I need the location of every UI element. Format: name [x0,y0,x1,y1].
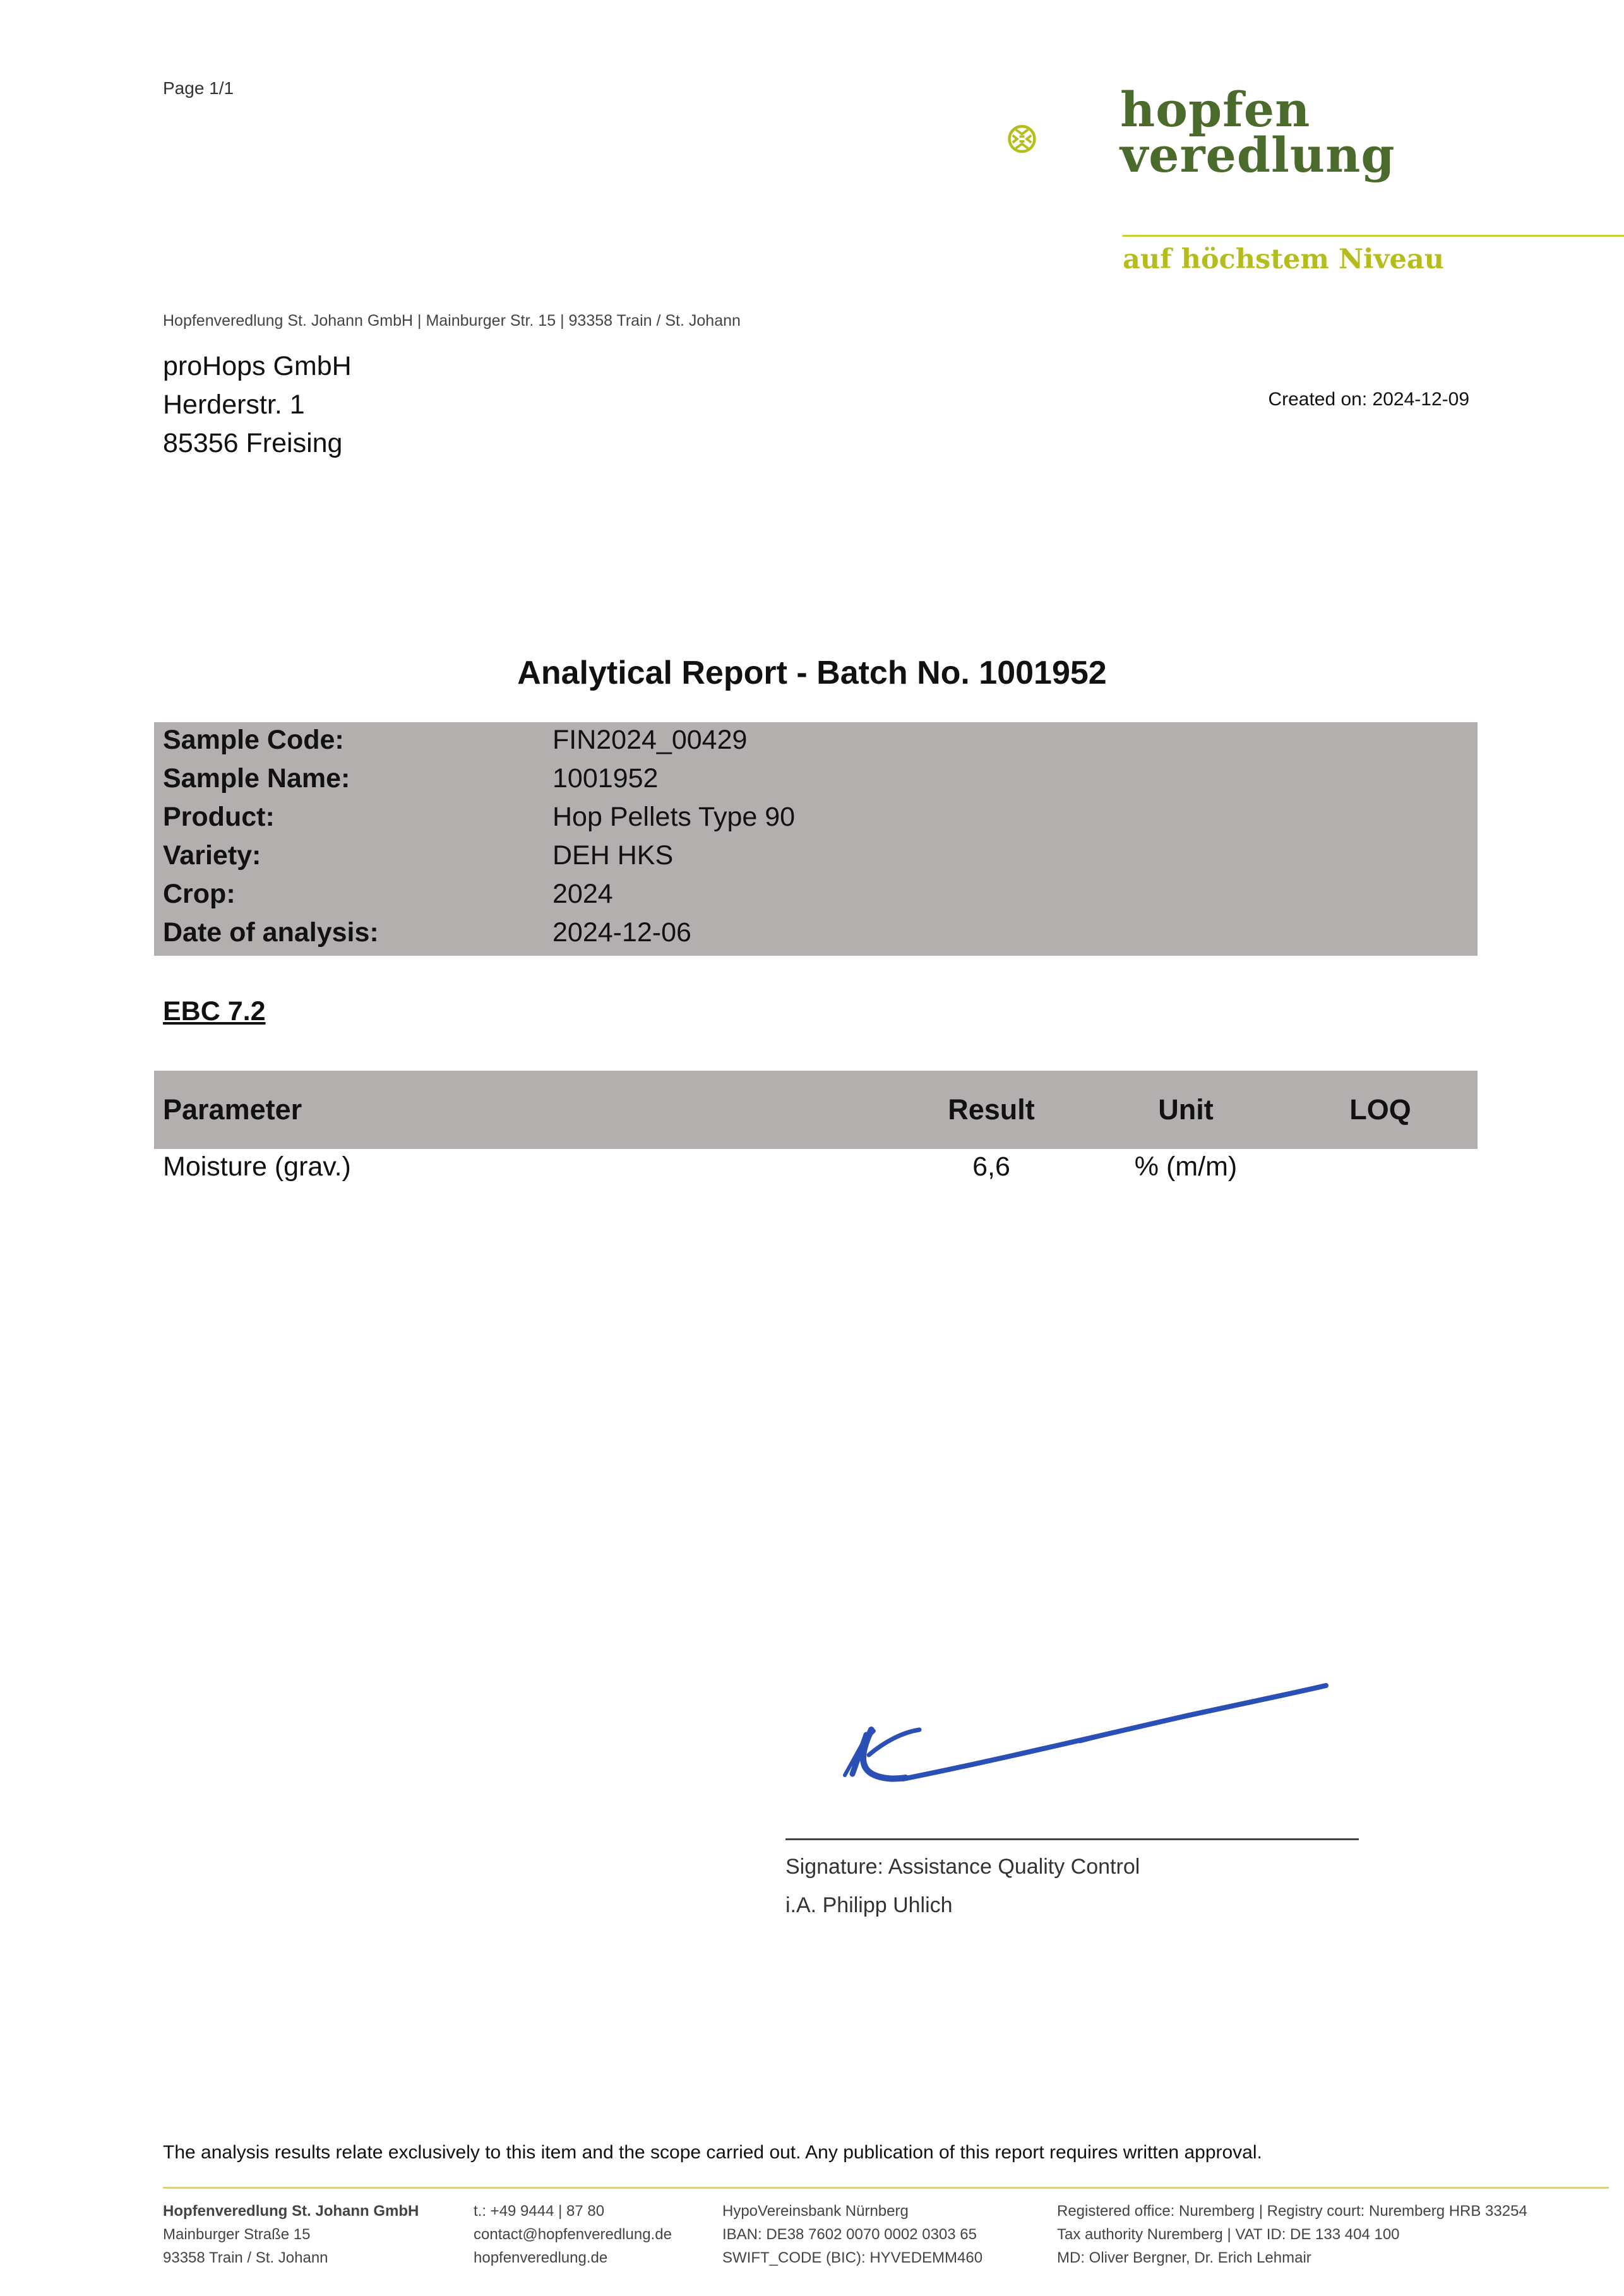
sample-name-label: Sample Name: [163,763,350,794]
brand-name-line2: veredlung [1120,127,1395,183]
page-number: Page 1/1 [163,78,234,98]
footer-company-city: 93358 Train / St. Johann [163,2249,328,2266]
footer-iban: IBAN: DE38 7602 0070 0002 0303 65 [722,2226,977,2243]
footer-bank-name: HypoVereinsbank Nürnberg [722,2203,909,2220]
brand-name-line1: hopfen [1120,81,1311,138]
crop-label: Crop: [163,879,236,909]
row-result: 6,6 [972,1151,1010,1182]
footer-company-street: Mainburger Straße 15 [163,2226,311,2243]
disclaimer-text: The analysis results relate exclusively to this item and the scope carried out. Any publication of this report requires written approval. [163,2142,1262,2163]
footer-company-name: Hopfenveredlung St. Johann GmbH [163,2203,419,2220]
created-date: Created on: 2024-12-09 [1268,389,1469,410]
signature-caption: Signature: Assistance Quality Control [785,1855,1140,1879]
signature-line [785,1838,1359,1840]
footer-swift: SWIFT_CODE (BIC): HYVEDEMM460 [722,2249,983,2266]
footer-phone: t.: +49 9444 | 87 80 [474,2203,605,2220]
product-label: Product: [163,802,275,832]
header-parameter: Parameter [163,1093,302,1126]
brand-tagline: auf höchstem Niveau [1123,244,1444,275]
sample-code-value: FIN2024_00429 [552,725,748,755]
sender-line: Hopfenveredlung St. Johann GmbH | Mainburger Str. 15 | 93358 Train / St. Johann [163,312,741,330]
sample-name-value: 1001952 [552,763,659,794]
footer-email: contact@hopfenveredlung.de [474,2226,672,2243]
row-parameter: Moisture (grav.) [163,1151,351,1182]
footer-managing-directors: MD: Oliver Bergner, Dr. Erich Lehmair [1057,2249,1311,2266]
header-unit: Unit [1158,1093,1214,1126]
header-loq: LOQ [1349,1093,1411,1126]
product-value: Hop Pellets Type 90 [552,802,796,832]
variety-label: Variety: [163,840,261,871]
footer-company [163,2199,419,2269]
footer-website: hopfenveredlung.de [474,2249,608,2266]
recipient-street: Herderstr. 1 [163,390,305,420]
tagline-rule [1123,235,1624,237]
footer-legal [1057,2199,1527,2269]
footer-tax: Tax authority Nuremberg | VAT ID: DE 133 404 100 [1057,2226,1400,2243]
footer-rule [163,2187,1609,2189]
variety-value: DEH HKS [552,840,674,871]
sample-code-label: Sample Code: [163,725,344,755]
recipient-name: proHops GmbH [163,351,352,381]
recipient-city: 85356 Freising [163,428,343,458]
footer-bank [722,2199,982,2269]
analysis-date-value: 2024-12-06 [552,917,691,948]
results-table-header [154,1071,1478,1149]
report-title: Analytical Report - Batch No. 1001952 [517,655,1107,691]
row-unit: % (m/m) [1134,1151,1238,1182]
hop-logo-icon [1008,87,1121,194]
crop-value: 2024 [552,879,613,909]
signatory-name: i.A. Philipp Uhlich [785,1893,953,1917]
signature-image [827,1667,1339,1799]
footer-registry: Registered office: Nuremberg | Registry court: Nuremberg HRB 33254 [1057,2203,1527,2220]
header-result: Result [948,1093,1035,1126]
analysis-date-label: Date of analysis: [163,917,379,948]
footer-contact [474,2199,672,2269]
method-heading: EBC 7.2 [163,996,266,1026]
